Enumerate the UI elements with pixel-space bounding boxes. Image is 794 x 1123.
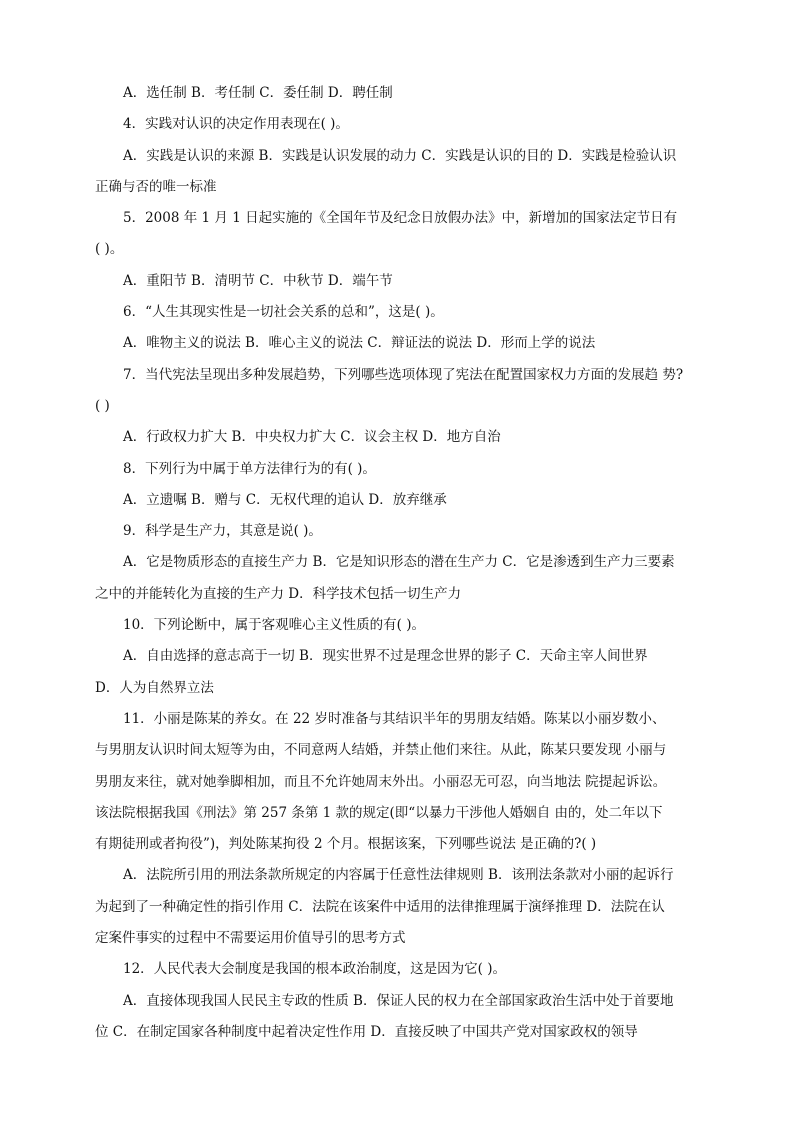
text-line: 正确与否的唯一标准 [95, 178, 217, 195]
text-line: 5．2008 年 1 月 1 日起实施的《全国年节及纪念日放假办法》中，新增加的国家法定节日有 [123, 210, 678, 227]
text-line: 12．人民代表大会制度是我国的根本政治制度，这是因为它( )。 [123, 961, 507, 978]
document-body [95, 78, 700, 1048]
text-line: ( ) [95, 397, 110, 414]
text-line: 7．当代宪法呈现出多种发展趋势，下列哪些选项体现了宪法在配置国家权力方面的发展趋 势? [123, 366, 684, 383]
text-line: D．人为自然界立法 [95, 679, 214, 696]
text-line: A．行政权力扩大 B．中央权力扩大 C．议会主权 D．地方自治 [123, 429, 501, 446]
text-line: A．实践是认识的来源 B．实践是认识发展的动力 C．实践是认识的目的 D．实践是检验认识 [123, 147, 677, 164]
text-line: 位 C．在制定国家各种制度中起着决定性作用 D．直接反映了中国共产党对国家政权的领导 [95, 1023, 638, 1040]
text-line: 有期徒刑或者拘役”)，判处陈某拘役 2 个月。根据该案，下列哪些说法 是正确的?( ) [95, 836, 597, 853]
text-line: 11．小丽是陈某的养女。在 22 岁时准备与其结识半年的男朋友结婚。陈某以小丽岁数小、 [123, 710, 666, 727]
text-line: 6．“人生其现实性是一切社会关系的总和”，这是( )。 [123, 304, 444, 321]
text-line: 4．实践对认识的决定作用表现在( )。 [123, 116, 349, 133]
text-line: 10．下列论断中，属于客观唯心主义性质的有( )。 [123, 617, 426, 634]
text-line: 之中的并能转化为直接的生产力 D．科学技术包括一切生产力 [95, 585, 462, 602]
text-line: 为起到了一种确定性的指引作用 C．法院在该案件中适用的法律推理属于演绎推理 D．法院在认 [95, 898, 665, 915]
text-line: A．重阳节 B．清明节 C．中秋节 D．端午节 [123, 272, 393, 289]
text-line: A．自由选择的意志高于一切 B．现实世界不过是理念世界的影子 C．天命主宰人间世界 [123, 648, 648, 665]
text-line: ( )。 [95, 241, 124, 258]
text-line: 8．下列行为中属于单方法律行为的有( )。 [123, 460, 376, 477]
text-line: 与男朋友认识时间太短等为由，不同意两人结婚，并禁止他们来往。从此，陈某只要发现 小丽与 [95, 742, 667, 759]
text-line: 9．科学是生产力，其意是说( )。 [123, 523, 322, 540]
text-line: A．唯物主义的说法 B．唯心主义的说法 C．辩证法的说法 D．形而上学的说法 [123, 335, 596, 352]
text-line: A．立遗嘱 B．赠与 C．无权代理的追认 D．放弃继承 [123, 491, 447, 508]
text-line: 该法院根据我国《刑法》第 257 条第 1 款的规定(即“以暴力干涉他人婚姻自 由的，处二年以下 [95, 804, 663, 821]
text-line: 男朋友来往，就对她拳脚相加，而且不允许她周末外出。小丽忍无可忍，向当地法 院提起诉讼。 [95, 773, 667, 790]
text-line: A．直接体现我国人民民主专政的性质 B．保证人民的权力在全部国家政治生活中处于首要地 [123, 992, 674, 1009]
text-line: A．选任制 B．考任制 C．委任制 D．聘任制 [123, 85, 393, 101]
text-line: A．它是物质形态的直接生产力 B．它是知识形态的潜在生产力 C．它是渗透到生产力三要素 [123, 554, 675, 571]
text-line: 定案件事实的过程中不需要运用价值导引的思考方式 [95, 930, 406, 947]
text-line: A．法院所引用的刑法条款所规定的内容属于任意性法律规则 B．该刑法条款对小丽的起诉行 [123, 867, 674, 884]
